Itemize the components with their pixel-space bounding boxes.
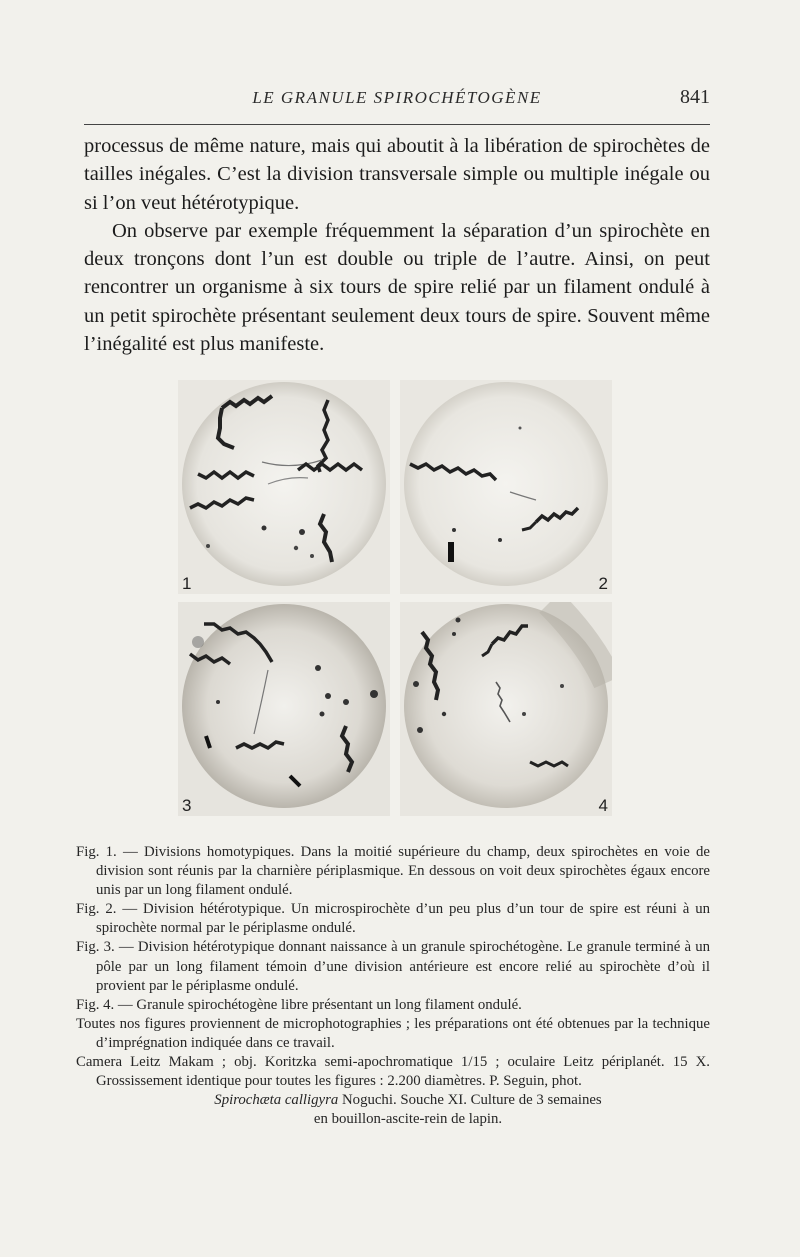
panel-label: 4 <box>598 796 608 815</box>
panel-label: 1 <box>182 574 192 593</box>
body-text <box>84 132 710 358</box>
caption-fig-3: Fig. 3. — Division hétérotypique donnant naissance à un granule spirochétogène. Le granule terminé à un pôle par un long filament témoin d’une division antérieure est encore relié au spirochète d’où il provient par le périplasme ondulé. <box>76 939 710 994</box>
micrograph-3-image <box>178 602 390 816</box>
panel-label: 2 <box>598 574 608 593</box>
caption-fig-1: Fig. 1. — Divisions homotypiques. Dans la moitié supérieure du champ, deux spirochètes en voie de division sont réunis par la charnière périplasmique. En dessous on voit deux spirochètes égaux encore unis par un long filament ondulé. <box>76 844 710 899</box>
caption-species <box>76 1091 710 1110</box>
panel-label: 3 <box>182 796 192 815</box>
micrograph-1-image <box>178 380 390 594</box>
caption-note-photographs: Toutes nos figures proviennent de microphotographies ; les préparations ont été obtenues par la technique d’imprégnation indiquée dans ce travail. <box>76 1015 710 1051</box>
species-name: Spirochæta calligyra <box>214 1092 339 1109</box>
paragraph: processus de même nature, mais qui aboutit à la libération de spirochètes de tailles inégales. C’est la division transversale simple ou multiple inégale ou si l’on veut hétérotypique. <box>84 135 710 214</box>
micrograph-4 <box>400 602 612 816</box>
running-title: LE GRANULE SPIROCHÉTOGÈNE <box>252 88 542 107</box>
micrograph-3 <box>178 602 390 816</box>
caption-fig-4: Fig. 4. — Granule spirochétogène libre présentant un long filament ondulé. <box>76 996 522 1013</box>
micrograph-2-image <box>400 380 612 594</box>
micrograph-4-image <box>400 602 612 816</box>
micrograph-2 <box>400 380 612 594</box>
header-rule <box>84 124 710 125</box>
micrograph-1 <box>178 380 390 594</box>
page-number: 841 <box>680 86 710 108</box>
species-details: Noguchi. Souche XI. Culture de 3 semaines <box>338 1092 602 1109</box>
running-head <box>84 88 710 112</box>
paragraph: On observe par exemple fréquemment la séparation d’un spirochète en deux tronçons dont l’un est double ou triple de l’autre. Ainsi, on peut rencontrer un organisme à six tours de spire relié par un filament ondulé à un petit spirochète présentant seulement deux tours de spire. Souvent même l’inégalité est plus manifeste. <box>84 219 710 356</box>
caption-culture-medium: en bouillon-ascite-rein de lapin. <box>313 1111 503 1128</box>
figure-caption <box>76 843 710 1129</box>
figure-plate <box>178 380 622 820</box>
caption-note-camera: Camera Leitz Makam ; obj. Koritzka semi-apochromatique 1/15 ; oculaire Leitz périplanét. 15 X. Grossissement identique pour toutes les figures : 2.200 diamètres. P. Seguin, phot. <box>76 1054 710 1090</box>
caption-fig-2: Fig. 2. — Division hétérotypique. Un microspirochète d’un peu plus d’un tour de spire est réuni à un spirochète normal par le périplasme ondulé. <box>76 901 710 937</box>
